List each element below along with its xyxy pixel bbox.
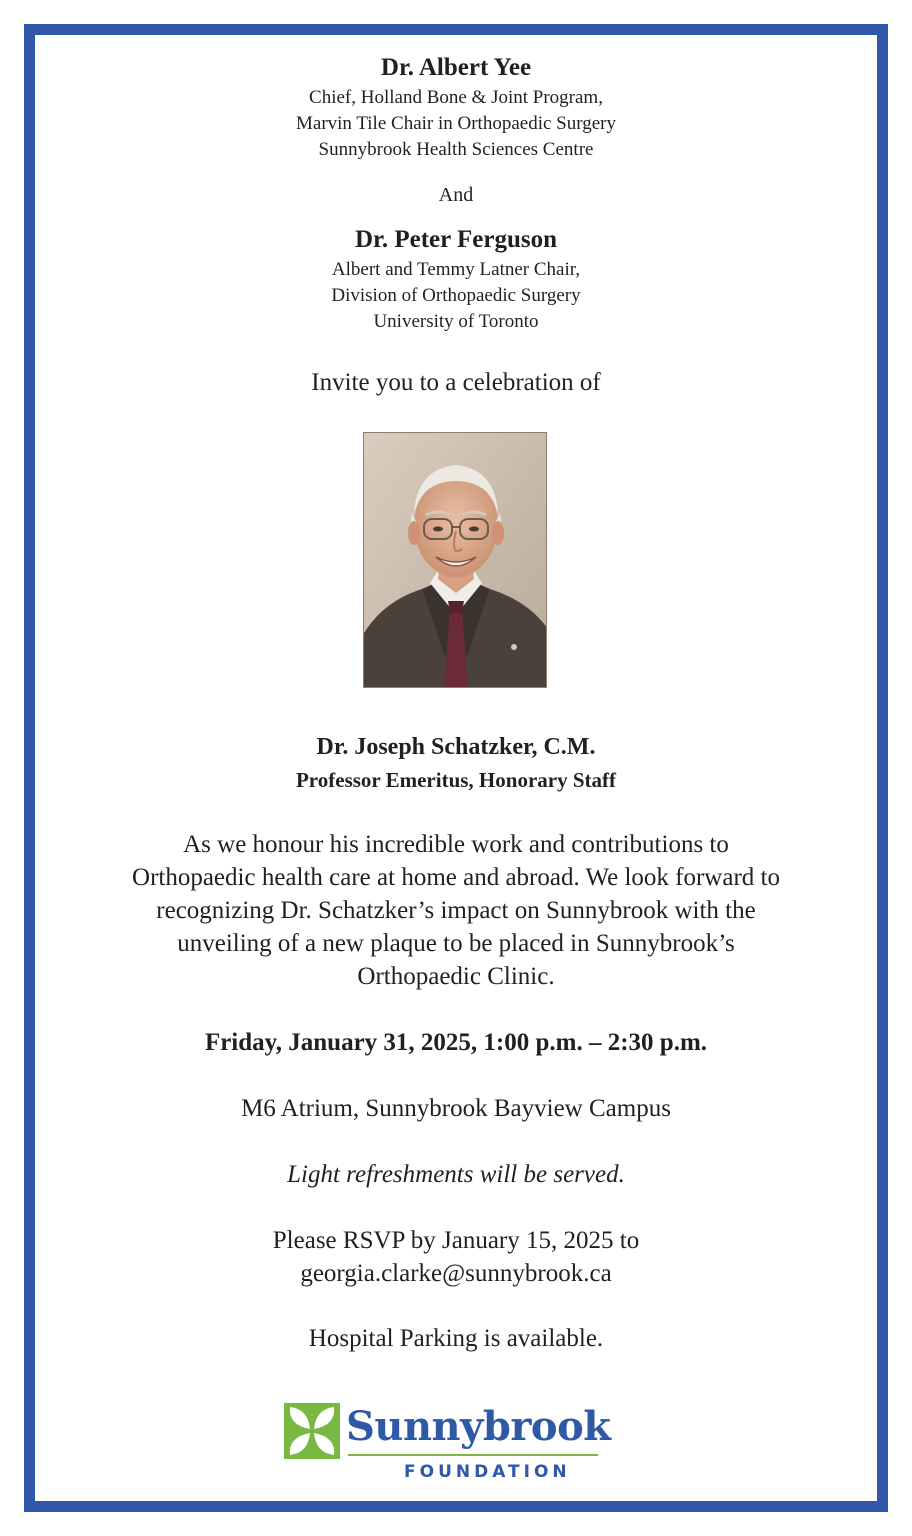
sunnybrook-wordmark: Sunnybrook <box>346 1403 611 1450</box>
honoree-name: Dr. Joseph Schatzker, C.M. <box>316 734 596 760</box>
body-text-line-5: Orthopaedic Clinic. <box>357 963 555 990</box>
host-2-role-line-3: University of Toronto <box>373 311 539 332</box>
foundation-label: FOUNDATION <box>404 1462 571 1482</box>
parking-note: Hospital Parking is available. <box>308 1325 604 1352</box>
host-2-name: Dr. Peter Ferguson <box>354 226 558 253</box>
conjunction-and: And <box>438 184 474 206</box>
body-text-line-3: recognizing Dr. Schatzker’s impact on Sunnybrook with the <box>156 897 756 924</box>
invite-line: Invite you to a celebration of <box>311 369 601 396</box>
logo-divider <box>348 1454 598 1456</box>
host-1-name: Dr. Albert Yee <box>380 54 532 81</box>
host-1-role-line-1: Chief, Holland Bone & Joint Program, <box>309 87 603 108</box>
refreshments-note: Light refreshments will be served. <box>287 1161 625 1188</box>
sunnybrook-leaf-icon <box>284 1403 340 1459</box>
host-2-role-line-1: Albert and Temmy Latner Chair, <box>331 259 581 280</box>
host-1-role-line-3: Sunnybrook Health Sciences Centre <box>318 139 594 160</box>
rsvp-line: Please RSVP by January 15, 2025 to <box>272 1227 640 1254</box>
event-datetime: Friday, January 31, 2025, 1:00 p.m. – 2:30 p.m. <box>204 1029 708 1056</box>
honoree-portrait <box>363 432 547 688</box>
host-1-role-line-2: Marvin Tile Chair in Orthopaedic Surgery <box>296 113 616 134</box>
honoree-title: Professor Emeritus, Honorary Staff <box>295 768 616 792</box>
host-2-role-line-2: Division of Orthopaedic Surgery <box>331 285 581 306</box>
body-text-line-1: As we honour his incredible work and contributions to <box>183 831 729 858</box>
rsvp-email-link[interactable]: georgia.clarke@sunnybrook.ca <box>300 1260 612 1287</box>
body-text-line-4: unveiling of a new plaque to be placed in Sunnybrook’s <box>177 930 735 957</box>
portrait-illustration <box>364 433 547 688</box>
event-venue: M6 Atrium, Sunnybrook Bayview Campus <box>241 1095 671 1122</box>
body-text-line-2: Orthopaedic health care at home and abroad. We look forward to <box>132 864 780 891</box>
